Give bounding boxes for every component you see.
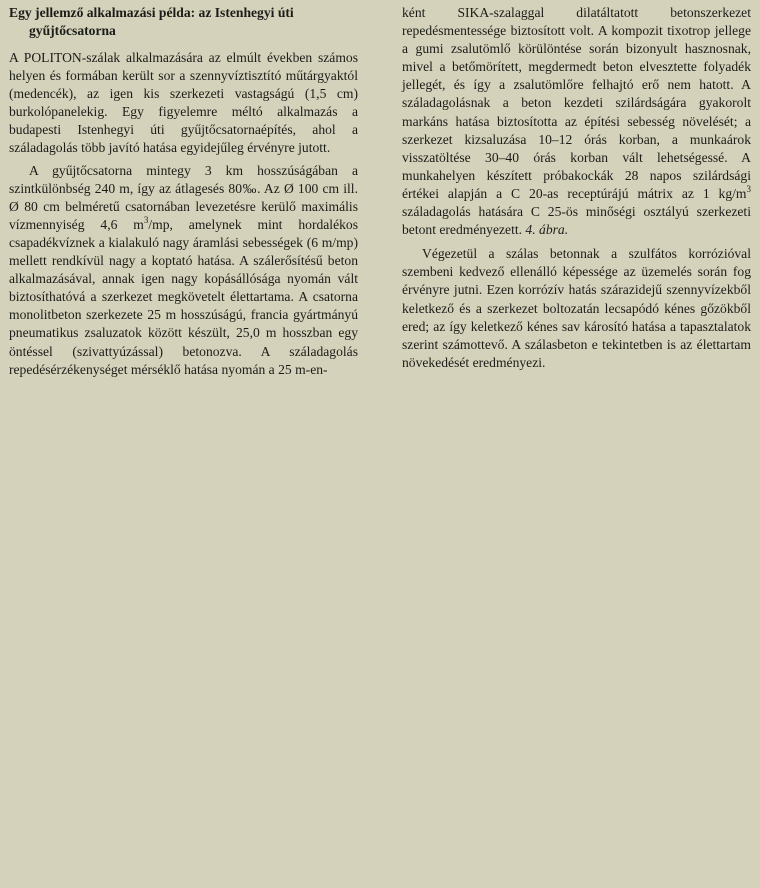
left-column xyxy=(9,4,358,379)
heading-line-2: gyűjtőcsatorna xyxy=(29,23,116,38)
paragraph-channel: A gyűjtőcsatorna mintegy 3 km hosszúságában a szintkülönbség 240 m, így az átlagesés 80‰. Az Ø 100 cm ill. Ø 80 cm belméretű csatornában levezetésre kerülő maximális vízmennyiség 4,6 $m^3/mp$, amelynek mint hordalékos csapadékvíznek a kialakuló nagy áramlási sebességek (6 m/mp) mellett rendkívül nagy a koptató hatása. A szálerősítésű beton alkalmazásával, annak igen nagy kopásállósága nyomán vált biztosíthatóvá a szerkezet megkövetelt élettartama. A csatorna monolitbeton szerkezete 25 m hosszúságú, francia gyártmányú pneumatikus zsaluzatok között készült, 25,0 m hosszban egy öntéssel (szivattyúzással) betonozva. A száladagolás repedésérzékenységet mérséklő hatása nyomán a 25 m-en- xyxy=(9,162,358,377)
figure-reference: 4. ábra. xyxy=(525,222,569,238)
right-column xyxy=(402,4,751,372)
heading-line-1: Egy jellemző alkalmazási példa: az Istenhegyi úti xyxy=(9,5,294,20)
paragraph-intro: A POLITON-szálak alkalmazására az elmúlt években számos helyen és formában került sor a szennyvíztisztító műtárgyaktól (medencék), az igen kis szerkezeti vastagságú (1,5 cm) burkolópanelekig. Egy figyelemre méltó alkalmazás a budapesti Istenhegyi úti gyűjtőcsatornaépítés, ahol a száladagolás több javító hatása egyidejűleg érvényre jutott. xyxy=(9,50,358,156)
section-heading xyxy=(9,4,358,40)
paragraph-conclusion: Végezetül a szálas betonnak a szulfátos korrózióval szembeni kedvező ellenálló képessége az üzemelés során fog érvényre jutni. Ezen korrózív hatás szárazidejű szennyvízekből keletkező és a szerkezet boltozatán lecsapódó kénes gőzökből ered; az így keletkező kénes sav károsító hatása a tapasztalatok szerint számottevő. A szálasbeton e tekintetben is az élettartam növekedését eredményezi. xyxy=(402,246,751,370)
paragraph-continued: ként SIKA-szalaggal dilatáltatott betonszerkezet repedésmentessége biztosított volt. A kompozit tixotrop jellege a gumi zsalutömlő körülöntése során bizonyult hasznosnak, mivel a betőmörített, megdermedt beton elvesztette folyadék jellegét, és így a zsalutömlőre felhajtó erő nem hatott. A száladagolásnak a beton kezdeti szilárdságára gyakorolt markáns hatása biztosította az építési sebesség növelését; a szerkezet kizsaluzása 10–12 órás korban, a munkaárok visszatöltése 30–40 órás korban vált lehetségessé. A munkahelyen készített próbakockák 28 napos szilárdsági értékei alapján a C 20-as receptúrájú mátrix az 1 $kg/m^3$ száladagolás hatására C 25-ös minőségi osztályú szerkezeti betont eredményezett. 4. ábra. xyxy=(402,5,751,238)
